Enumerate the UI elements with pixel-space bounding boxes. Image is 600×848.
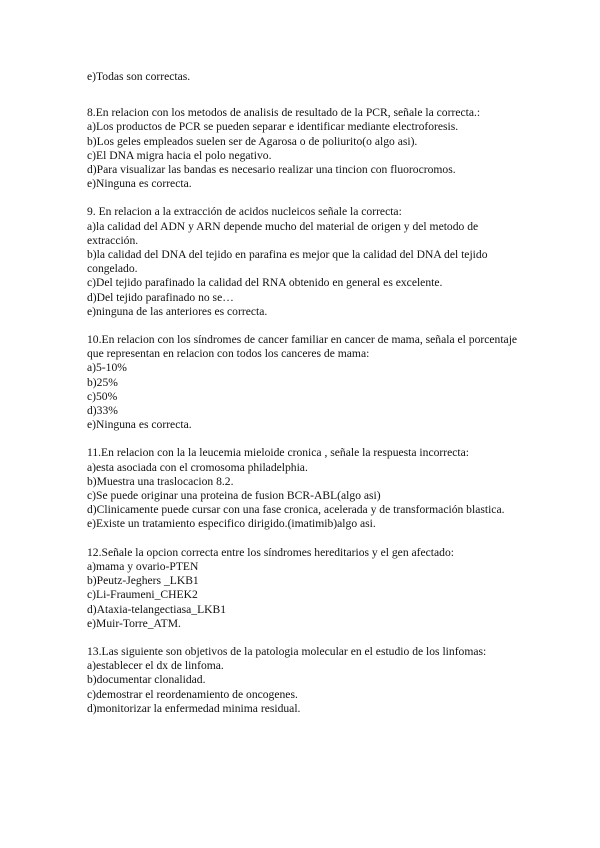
question-text: 12.Señale la opcion correcta entre los síndromes hereditarios y el gen afectado: [87,545,454,559]
question-10 [87,333,527,432]
option-c: c)Se puede originar una proteina de fusion BCR-ABL(algo asi) [87,489,381,503]
option-e: e)Muir-Torre_ATM. [87,616,181,630]
question-12 [87,546,527,631]
option-c: c)Del tejido parafinado la calidad del RNA obtenido en general es excelente. [87,276,443,290]
option-b: b)documentar clonalidad. [87,673,206,687]
option-e: e)Ninguna es correcta. [87,418,192,432]
option-a: a)la calidad del ADN y ARN depende mucho del material de origen y del metodo de extracción. [87,219,479,247]
option-b: b)25% [87,375,118,389]
option-b: b)Peutz-Jeghers _LKB1 [87,574,199,588]
question-text: 8.En relacion con los metodos de analisis de resultado de la PCR, señale la correcta.: [87,106,481,120]
option-e: e)ninguna de las anteriores es correcta. [87,304,268,318]
option-d: d)Ataxia-telangectiasa_LKB1 [87,602,227,616]
option-b: b)la calidad del DNA del tejido en parafina es mejor que la calidad del DNA del tejido congelado. [87,248,488,276]
option-d: d)Para visualizar las bandas es necesario realizar una tincion con fluorocromos. [87,163,456,177]
question-9 [87,205,527,319]
question-8 [87,106,527,191]
option-list [87,220,527,319]
question-text: 13.Las siguiente son objetivos de la patologia molecular en el estudio de los linfomas: [87,644,487,658]
option-a: a)establecer el dx de linfoma. [87,659,224,673]
option-d: d)Clinicamente puede cursar con una fase cronica, acelerada y de transformación blastica. [87,503,505,517]
option-list [87,361,527,432]
option-b: b)Muestra una traslocacion 8.2. [87,474,234,488]
option-a: a)mama y ovario-PTEN [87,559,199,573]
question-13 [87,645,527,716]
option-c: c)Li-Fraumeni_CHEK2 [87,588,198,602]
option-e: e)Existe un tratamiento especifico dirigido.(imatimib)algo asi. [87,517,376,531]
lead-option: e)Todas son correctas. [87,70,191,83]
option-list [87,120,527,191]
question-text: 10.En relacion con los síndromes de cancer familiar en cancer de mama, señala el porcentaje que representan en relacion con todos los canceres de mama: [87,333,518,361]
question-text: 9. En relacion a la extracción de acidos nucleicos señale la correcta: [87,205,402,219]
option-c: c)demostrar el reordenamiento de oncogenes. [87,687,298,701]
question-11 [87,446,527,531]
option-c: c)50% [87,389,118,403]
option-b: b)Los geles empleados suelen ser de Agarosa o de poliurito(o algo asi). [87,134,418,148]
option-list [87,461,527,532]
option-d: d)33% [87,404,118,418]
option-list [87,659,527,716]
option-d: d)monitorizar la enfermedad minima residual. [87,701,301,715]
question-text: 11.En relacion con la la leucemia mieloide cronica , señale la respuesta incorrecta: [87,446,469,460]
option-a: a)Los productos de PCR se pueden separar e identificar mediante electroforesis. [87,120,459,134]
option-e: e)Ninguna es correcta. [87,177,192,191]
option-c: c)El DNA migra hacia el polo negativo. [87,148,272,162]
option-list [87,560,527,631]
option-a: a)5-10% [87,361,127,375]
document-content [87,70,527,716]
option-a: a)esta asociada con el cromosoma philadelphia. [87,460,308,474]
option-d: d)Del tejido parafinado no se… [87,290,234,304]
